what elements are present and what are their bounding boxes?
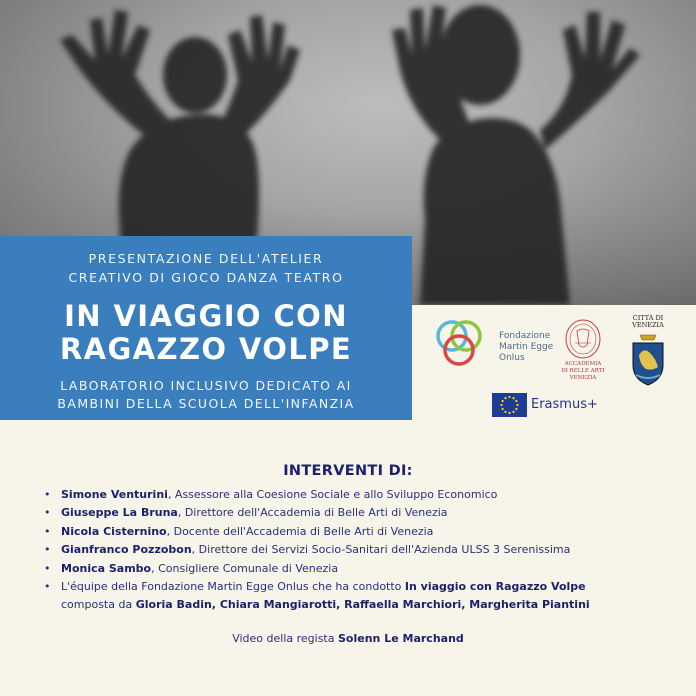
- rings-icon: [428, 314, 498, 374]
- accademia-line-3: VENEZIA: [569, 375, 597, 381]
- speaker-name: Giuseppe La Bruna: [61, 506, 178, 520]
- accademia-line-1: ACCADEMIA: [564, 361, 602, 367]
- video-text: Video della regista: [232, 632, 338, 645]
- bullet: •: [44, 543, 51, 557]
- bullet: •: [44, 488, 51, 501]
- speaker-role: , Consigliere Comunale di Venezia: [151, 561, 339, 575]
- presentation-line-2: CREATIVO DI GIOCO DANZA TEATRO: [68, 270, 344, 285]
- title-line-1: IN VIAGGIO CON: [64, 299, 348, 333]
- citta-line-1: CITTÀ DI: [632, 314, 664, 322]
- subtitle-line-1: LABORATORIO INCLUSIVO DEDICATO AI: [60, 378, 352, 393]
- speaker-name: Nicola Cisternino: [61, 524, 167, 538]
- composta-text: composta da: [61, 598, 136, 612]
- interventi-heading: INTERVENTI DI:: [283, 463, 413, 479]
- title-box: [0, 236, 412, 420]
- accademia-emblem-icon: [553, 317, 613, 361]
- fondazione-line-2: Martin Egge: [499, 342, 554, 352]
- speaker-role: , Docente dell'Accademia di Belle Arti di Venezia: [166, 524, 434, 538]
- bullet: •: [44, 524, 51, 538]
- citta-di-venezia-logo: [628, 315, 668, 385]
- list-item-equipe: [44, 578, 590, 596]
- bullet: •: [44, 580, 51, 594]
- speaker-role: , Assessore alla Coesione Sociale e allo Sviluppo Economico: [167, 488, 498, 501]
- eu-flag-icon: [492, 393, 527, 417]
- speaker-role: , Direttore dell'Accademia di Belle Arti di Venezia: [177, 506, 448, 520]
- subtitle-line-2: BAMBINI DELLA SCUOLA DELL'INFANZIA: [57, 396, 355, 411]
- subtitle: [0, 377, 412, 413]
- speaker-name: Simone Venturini: [61, 488, 168, 501]
- citta-text: [628, 315, 668, 329]
- bullet: •: [44, 506, 51, 520]
- erasmus-logo: [492, 391, 617, 421]
- accademia-line-2: DI BELLE ARTI: [561, 368, 605, 374]
- equipe-text: L'équipe della Fondazione Martin Egge Onlus che ha condotto: [61, 580, 405, 594]
- accademia-text: [553, 361, 613, 382]
- speaker-name: Monica Sambo: [61, 561, 152, 575]
- bullet: •: [44, 561, 51, 575]
- speakers-list: [44, 486, 590, 615]
- list-item: [44, 560, 590, 578]
- project-name: In viaggio con Ragazzo Volpe: [404, 580, 586, 594]
- erasmus-text: Erasmus+: [531, 397, 598, 412]
- citta-line-2: VENEZIA: [632, 321, 664, 329]
- main-title: [0, 300, 412, 366]
- team-members: Gloria Badin, Chiara Mangiarotti, Raffaella Marchiori, Margherita Piantini: [135, 598, 590, 612]
- presentation-text: [0, 249, 412, 287]
- video-credit: [0, 632, 696, 645]
- eu-stars-icon: [492, 393, 527, 417]
- presentation-line-1: PRESENTAZIONE DELL'ATELIER: [88, 251, 324, 266]
- list-item-composta: [44, 596, 590, 614]
- speaker-name: Gianfranco Pozzobon: [61, 543, 192, 557]
- list-item: [44, 486, 590, 504]
- speaker-role: , Direttore dei Servizi Socio-Sanitari dell'Azienda ULSS 3 Serenissima: [191, 543, 571, 557]
- venezia-crest-icon: [628, 331, 668, 387]
- fondazione-line-3: Onlus: [499, 353, 525, 363]
- fondazione-text: [499, 331, 553, 364]
- director-name: Solenn Le Marchand: [338, 632, 464, 645]
- list-item: [44, 523, 590, 541]
- partner-logos: [412, 305, 696, 420]
- list-item: [44, 504, 590, 522]
- list-item: [44, 541, 590, 559]
- accademia-logo: [553, 317, 613, 387]
- title-line-2: RAGAZZO VOLPE: [59, 332, 353, 366]
- fondazione-line-1: Fondazione: [499, 331, 551, 341]
